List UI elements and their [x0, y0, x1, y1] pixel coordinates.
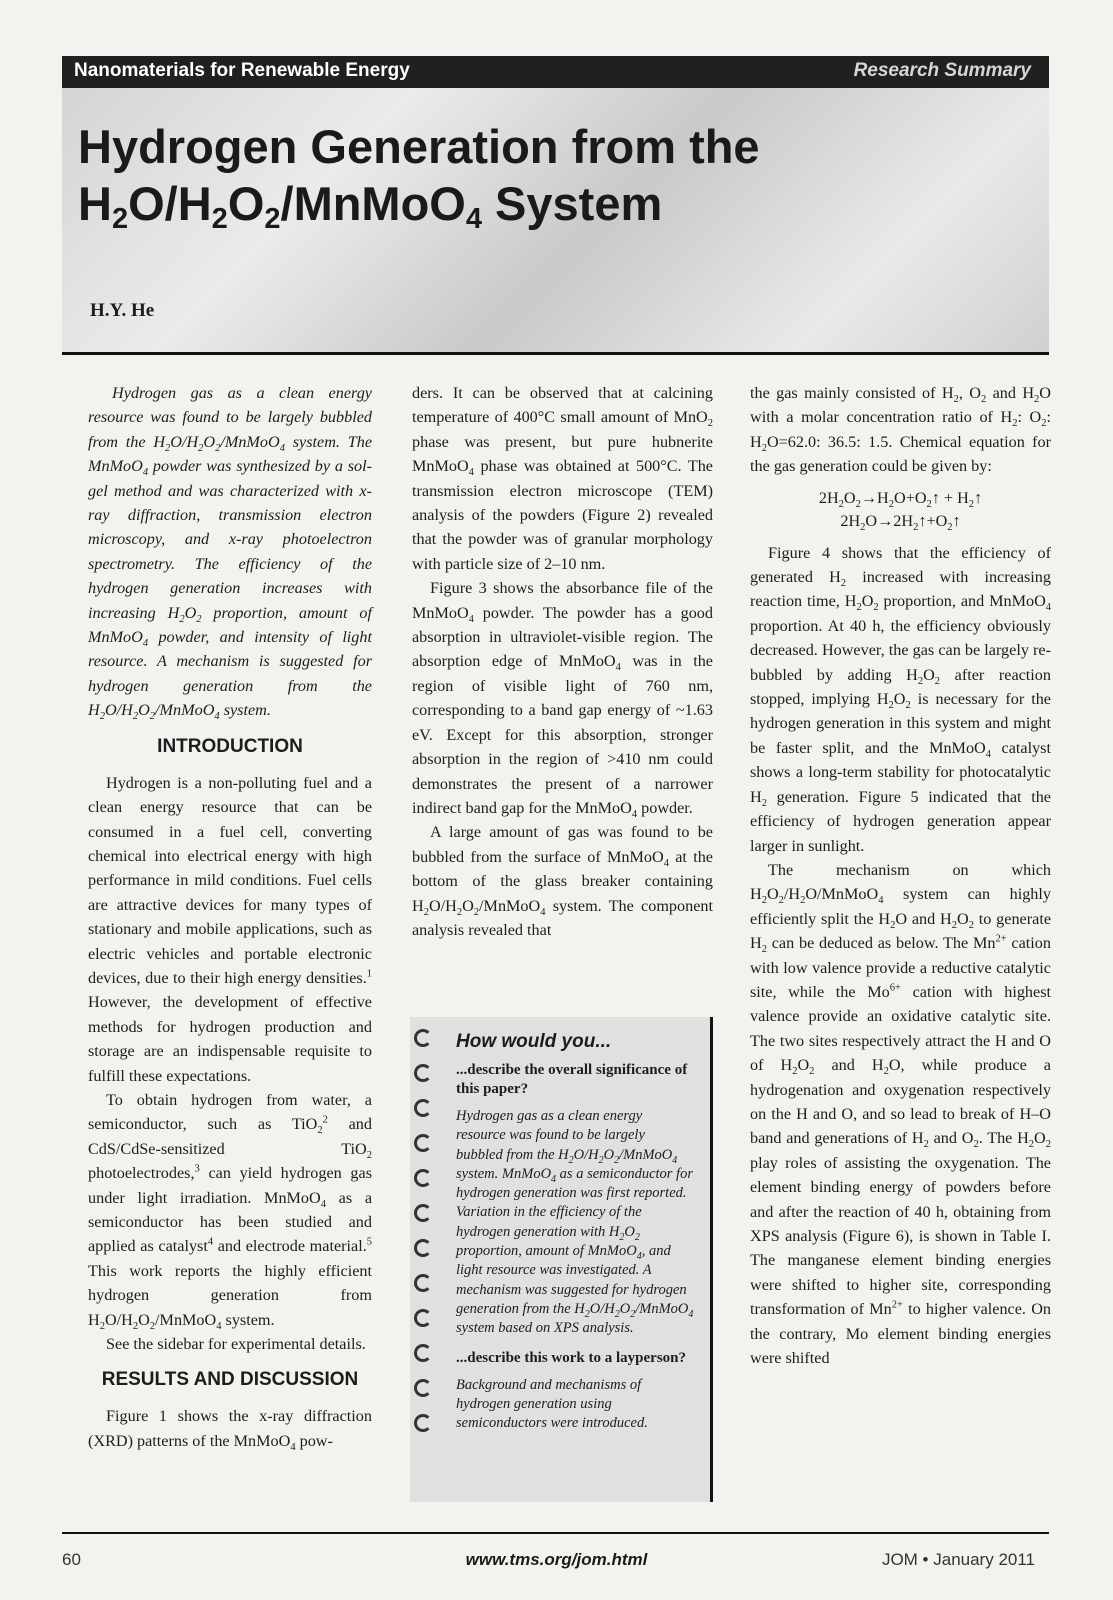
column-1	[88, 381, 372, 1453]
article-type-label: Research Summary	[853, 60, 1031, 81]
spiral-binding-icon	[410, 1029, 436, 1449]
paragraph: Figure 3 shows the absorbance file of the MnMoO$_4$ powder. The powder has a good absorption in ultraviolet-visible region. The absorption edge of MnMoO$_4$ was in the region of visible light of 760 nm, corresponding to a band gap energy of ~1.63 eV. Except for this absorption, stronger absorption in the region of >410 nm could demonstrates the present of a narrower indirect band gap for the MnMoO$_4$ powder.	[412, 579, 713, 821]
article-header	[62, 56, 1049, 354]
paragraph: A large amount of gas was found to be bubbled from the surface of MnMoO$_4$ at the bottom of the glass breaker containing $H_2O/H_2O_2/MnMoO_4$ system. The component analysis revealed that	[412, 823, 713, 939]
how-would-you-sidebar	[410, 1017, 713, 1502]
title-line-1: Hydrogen Generation from the	[78, 120, 760, 173]
chemical-equations	[750, 487, 1051, 533]
sidebar-answer-2: Background and mechanisms of hydrogen generation using semiconductors were introduced.	[456, 1376, 648, 1432]
series-label: Nanomaterials for Renewable Energy	[74, 60, 410, 81]
paragraph: the gas mainly consisted of $H_2$, $O_2$ and $H_2O$ with a molar concentration ratio of $H_2$: $O_2$: $H_2O=62.0$: 36.5: 1.5. Chemical equation for the gas generation could be given by:	[750, 384, 1051, 476]
heading-results: RESULTS AND DISCUSSION	[101, 1369, 359, 1391]
author-name: H.Y. He	[90, 300, 155, 321]
equation-1: $2H_2O_2\to H_2O+O_2↑$ + $H_2↑$	[818, 488, 983, 510]
sidebar-question-1: ...describe the overall significance of this paper?	[456, 1062, 688, 1097]
equation-2: $2H_2O\to 2H_2↑+O_2↑$	[840, 511, 961, 533]
page-number: 60	[62, 1550, 81, 1569]
footer-divider	[62, 1532, 1049, 1534]
sidebar-answer-1: Hydrogen gas as a clean energy resource was found to be largely bubbled from the $H_2O/H_2O_2/MnMoO_4$ system. MnMoO$_4$ as a semiconductor for hydrogen generation was first reported. Variation in the efficiency of the hydrogen generation with $H_2O_2$ proportion, amount of MnMoO$_4$, and light resource was investigated. A mechanism was suggested for hydrogen generation from the $H_2O/H_2O_2/MnMoO_4$ system based on XPS analysis.	[456, 1108, 694, 1337]
column-3	[750, 381, 1051, 1370]
paragraph: See the sidebar for experimental details.	[106, 1335, 366, 1354]
paragraph: Hydrogen is a non-polluting fuel and a clean energy resource that can be consumed in a fuel cell, converting chemical into electrical energy with high performance in mild conditions. Fuel cells are attractive devices for many types of stationary and mobile applications, such as electric vehicles and portable electronic devices, due to their high energy densities.$^1$ However, the development of effective methods for hydrogen production and storage are an indispensable requisite to fulfill these expectations.	[88, 773, 372, 1085]
column-2	[412, 381, 713, 942]
abstract: Hydrogen gas as a clean energy resource was found to be largely bubbled from the $H_2O/H_2O_2/MnMoO_4$ system. The MnMoO$_4$ powder was synthesized by a sol-gel method and was characterized with x-ray diffraction, transmission electron microscopy, and x-ray photoelectron spectrometry. The efficiency of the hydrogen generation increases with increasing $H_2O_2$ proportion, amount of MnMoO$_4$ powder, and intensity of light resource. A mechanism is suggested for hydrogen generation from the $H_2O/H_2O_2/MnMoO_4$ system.	[88, 384, 372, 723]
paragraph: Figure 1 shows the x-ray diffraction (XRD) patterns of the MnMoO$_4$ pow-	[88, 1407, 372, 1454]
journal-url[interactable]: www.tms.org/jom.html	[465, 1550, 648, 1569]
heading-introduction: INTRODUCTION	[157, 735, 303, 757]
paragraph: The mechanism on which $H_2O_2/H_2O/MnMoO_4$ system can highly efficiently split the $H_2O$ and $H_2O_2$ to generate $H_2$ can be deduced as below. The $Mn^{2+}$ cation with low valence provide a reductive catalytic site, while the $Mo^{6+}$ cation with highest valence provide an oxidative catalytic site. The two sites respectively attract the H and O of $H_2O_2$ and $H_2O$, while produce a hydrogenation and oxygenation respectively on the H and O, and so lead to break of H–O band and generations of $H_2$ and $O_2$. The $H_2O_2$ play roles of assisting the oxygenation. The element binding energy of powders before and after the reaction of 40 h, obtaining from XPS analysis (Figure 6), is shown in Table I. The manganese element binding energies were shifted to higher site, corresponding transformation of $Mn^{2+}$ to higher valence. On the contrary, Mo element binding energies were shifted	[750, 860, 1051, 1368]
article-title	[78, 118, 760, 235]
title-line-2: $H_2O/H_2O_2/MnMoO_4$ System	[78, 177, 663, 235]
header-divider	[62, 352, 1049, 355]
paragraph: To obtain hydrogen from water, a semiconductor, such as TiO$_2^2$ and CdS/CdSe-sensitized TiO$_2$ photoelectrodes,$^3$ can yield hydrogen gas under light irradiation. MnMoO$_4$ as a semiconductor has been studied and applied as catalyst$^4$ and electrode material.$^5$ This work reports the highly efficient hydrogen generation from $H_2O/H_2O_2/MnMoO_4$ system.	[88, 1090, 373, 1332]
paragraph: ders. It can be observed that at calcining temperature of 400°C small amount of MnO$_2$ phase was present, but pure hubnerite MnMoO$_4$ phase was obtained at 500°C. The transmission electron microscope (TEM) analysis of the powders (Figure 2) revealed that the powder was of granular morphology with particle size of 2–10 nm.	[412, 384, 713, 573]
series-bar	[62, 56, 1049, 88]
sidebar-question-2: ...describe this work to a layperson?	[456, 1349, 686, 1366]
paragraph: Figure 4 shows that the efficiency of generated $H_2$ increased with increasing reaction time, $H_2O_2$ proportion, and MnMoO$_4$ proportion. At 40 h, the efficiency obviously decreased. However, the gas can be largely re-bubbled by adding $H_2O_2$ after reaction stopped, implying $H_2O_2$ is necessary for the hydrogen generation in this system and might be faster split, and the MnMoO$_4$ catalyst shows a long-term stability for photocatalytic $H_2$ generation. Figure 5 indicated that the efficiency of hydrogen generation appear larger in sunlight.	[750, 543, 1052, 855]
sidebar-heading: How would you...	[456, 1031, 612, 1052]
journal-issue: JOM • January 2011	[881, 1550, 1035, 1569]
